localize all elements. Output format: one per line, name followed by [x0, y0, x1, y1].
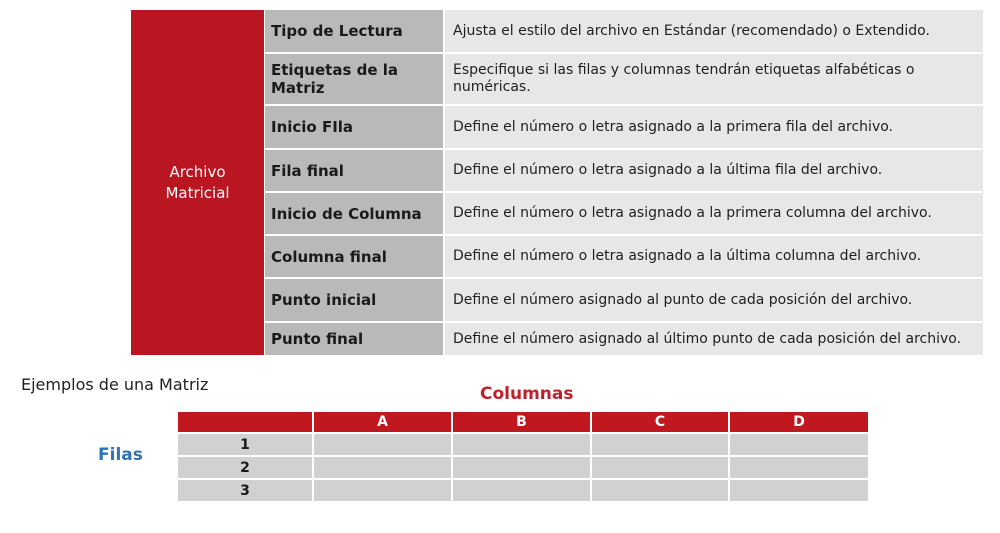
column-header: A [314, 412, 453, 434]
row-header: 1 [178, 434, 314, 457]
section-title-line1: Archivo [169, 162, 226, 181]
setting-label: Punto inicial [265, 279, 443, 321]
matrix-cell [453, 457, 592, 480]
column-header: C [592, 412, 730, 434]
matrix-cell [730, 457, 868, 480]
setting-description: Especifique si las filas y columnas tendrán etiquetas alfabéticas o numéricas. [443, 54, 983, 104]
column-header: B [453, 412, 592, 434]
setting-row [265, 54, 983, 106]
setting-description: Define el número o letra asignado a la primera fila del archivo. [443, 106, 983, 148]
section-title-block [131, 10, 264, 355]
matrix-cell [592, 480, 730, 503]
setting-description: Define el número o letra asignado a la última columna del archivo. [443, 236, 983, 277]
matrix-cell [730, 434, 868, 457]
matrix-corner-cell [178, 412, 314, 434]
row-header: 2 [178, 457, 314, 480]
setting-label: Etiquetas de la Matriz [265, 54, 443, 104]
rows-label: Filas [98, 445, 143, 465]
setting-description: Define el número o letra asignado a la primera columna del archivo. [443, 193, 983, 234]
setting-label: Tipo de Lectura [265, 10, 443, 52]
matrix-cell [453, 434, 592, 457]
matrix-row [178, 457, 868, 480]
matrix-row [178, 480, 868, 503]
example-matrix [178, 412, 868, 503]
setting-row [265, 323, 983, 355]
matrix-cell [592, 457, 730, 480]
matrix-header-row [178, 412, 868, 434]
setting-row [265, 193, 983, 236]
setting-description: Ajusta el estilo del archivo en Estándar (recomendado) o Extendido. [443, 10, 983, 52]
matrix-cell [453, 480, 592, 503]
matrix-cell [314, 457, 453, 480]
setting-label: Inicio FIla [265, 106, 443, 148]
setting-row [265, 150, 983, 193]
row-header: 3 [178, 480, 314, 503]
settings-table [265, 10, 983, 355]
setting-row [265, 279, 983, 323]
matrix-row [178, 434, 868, 457]
matrix-cell [314, 480, 453, 503]
matrix-cell [592, 434, 730, 457]
section-title-line2: Matricial [165, 183, 230, 202]
matrix-cell [730, 480, 868, 503]
matrix-cell [314, 434, 453, 457]
examples-title: Ejemplos de una Matriz [21, 375, 209, 394]
setting-description: Define el número asignado al último punto de cada posición del archivo. [443, 323, 983, 355]
setting-label: Columna final [265, 236, 443, 277]
setting-row [265, 236, 983, 279]
setting-row [265, 10, 983, 54]
setting-row [265, 106, 983, 150]
setting-description: Define el número asignado al punto de cada posición del archivo. [443, 279, 983, 321]
columns-label: Columnas [480, 384, 574, 404]
setting-label: Inicio de Columna [265, 193, 443, 234]
setting-label: Punto final [265, 323, 443, 355]
setting-label: Fila final [265, 150, 443, 191]
setting-description: Define el número o letra asignado a la última fila del archivo. [443, 150, 983, 191]
column-header: D [730, 412, 868, 434]
